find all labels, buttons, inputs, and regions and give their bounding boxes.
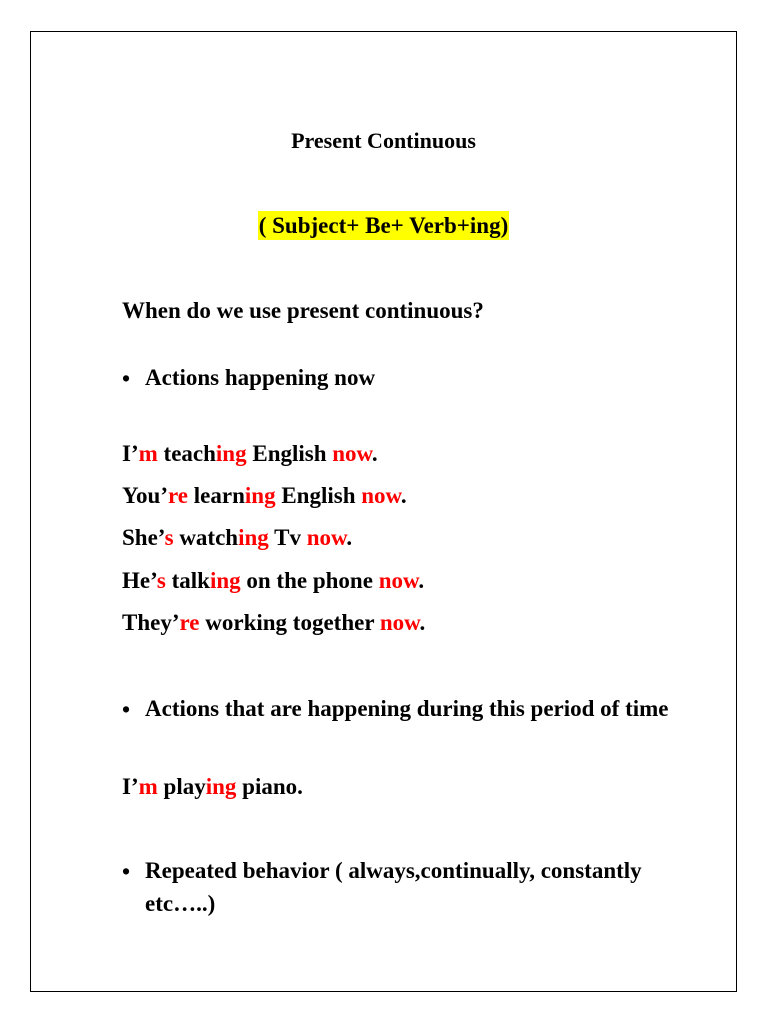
question-text: When do we use present continuous?: [122, 298, 484, 323]
emphasis-fragment: ing: [244, 483, 276, 508]
text-fragment: learn: [188, 483, 245, 508]
text-fragment: I’: [122, 774, 139, 799]
section-heading-period-of-time: Actions that are happening during this period of time: [145, 696, 669, 721]
text-fragment: .: [400, 483, 407, 508]
emphasis-fragment: s: [156, 568, 166, 593]
formula-highlight: ( Subject+ Be+ Verb+ing): [258, 213, 509, 238]
text-fragment: English: [275, 483, 362, 508]
text-fragment: piano.: [236, 774, 303, 799]
emphasis-fragment: ing: [238, 525, 269, 550]
section-heading-repeated-behavior: Repeated behavior ( always,continually, constantly etc…..): [145, 858, 642, 916]
text-fragment: play: [157, 774, 206, 799]
emphasis-fragment: m: [138, 441, 158, 466]
example-sentence: [122, 611, 425, 634]
bullet-icon: •: [122, 859, 131, 884]
text-fragment: I’: [122, 441, 139, 466]
formula-line: [31, 214, 736, 237]
emphasis-fragment: re: [179, 610, 200, 635]
text-fragment: .: [419, 610, 426, 635]
emphasis-fragment: m: [138, 774, 158, 799]
emphasis-fragment: ing: [205, 774, 237, 799]
text-fragment: on the phone: [240, 568, 379, 593]
text-fragment: watch: [173, 525, 239, 550]
text-fragment: He’: [122, 568, 157, 593]
text-fragment: working together: [199, 610, 380, 635]
text-fragment: You’: [122, 483, 169, 508]
example-sentence: [122, 442, 378, 465]
text-fragment: She’: [122, 525, 165, 550]
emphasis-fragment: re: [168, 483, 189, 508]
bullet-icon: •: [122, 366, 131, 391]
section-heading-actions-now: Actions happening now: [145, 365, 376, 390]
text-fragment: English: [246, 441, 333, 466]
bullet-icon: •: [122, 697, 131, 722]
example-sentence: [122, 484, 407, 507]
emphasis-fragment: ing: [215, 441, 247, 466]
example-sentence: [122, 569, 424, 592]
document-page: [30, 31, 737, 992]
example-sentence: [122, 526, 352, 549]
page-title: Present Continuous: [291, 128, 476, 153]
emphasis-fragment: s: [164, 525, 174, 550]
emphasis-fragment: now: [306, 525, 347, 550]
emphasis-fragment: ing: [209, 568, 241, 593]
example-sentence: [122, 775, 303, 798]
text-fragment: teach: [157, 441, 216, 466]
text-fragment: talk: [165, 568, 210, 593]
text-fragment: .: [346, 525, 353, 550]
text-fragment: .: [371, 441, 378, 466]
text-fragment: Tv: [268, 525, 307, 550]
emphasis-fragment: now: [361, 483, 401, 508]
emphasis-fragment: now: [379, 610, 420, 635]
text-fragment: They’: [122, 610, 180, 635]
emphasis-fragment: now: [378, 568, 419, 593]
emphasis-fragment: now: [332, 441, 372, 466]
text-fragment: .: [418, 568, 425, 593]
